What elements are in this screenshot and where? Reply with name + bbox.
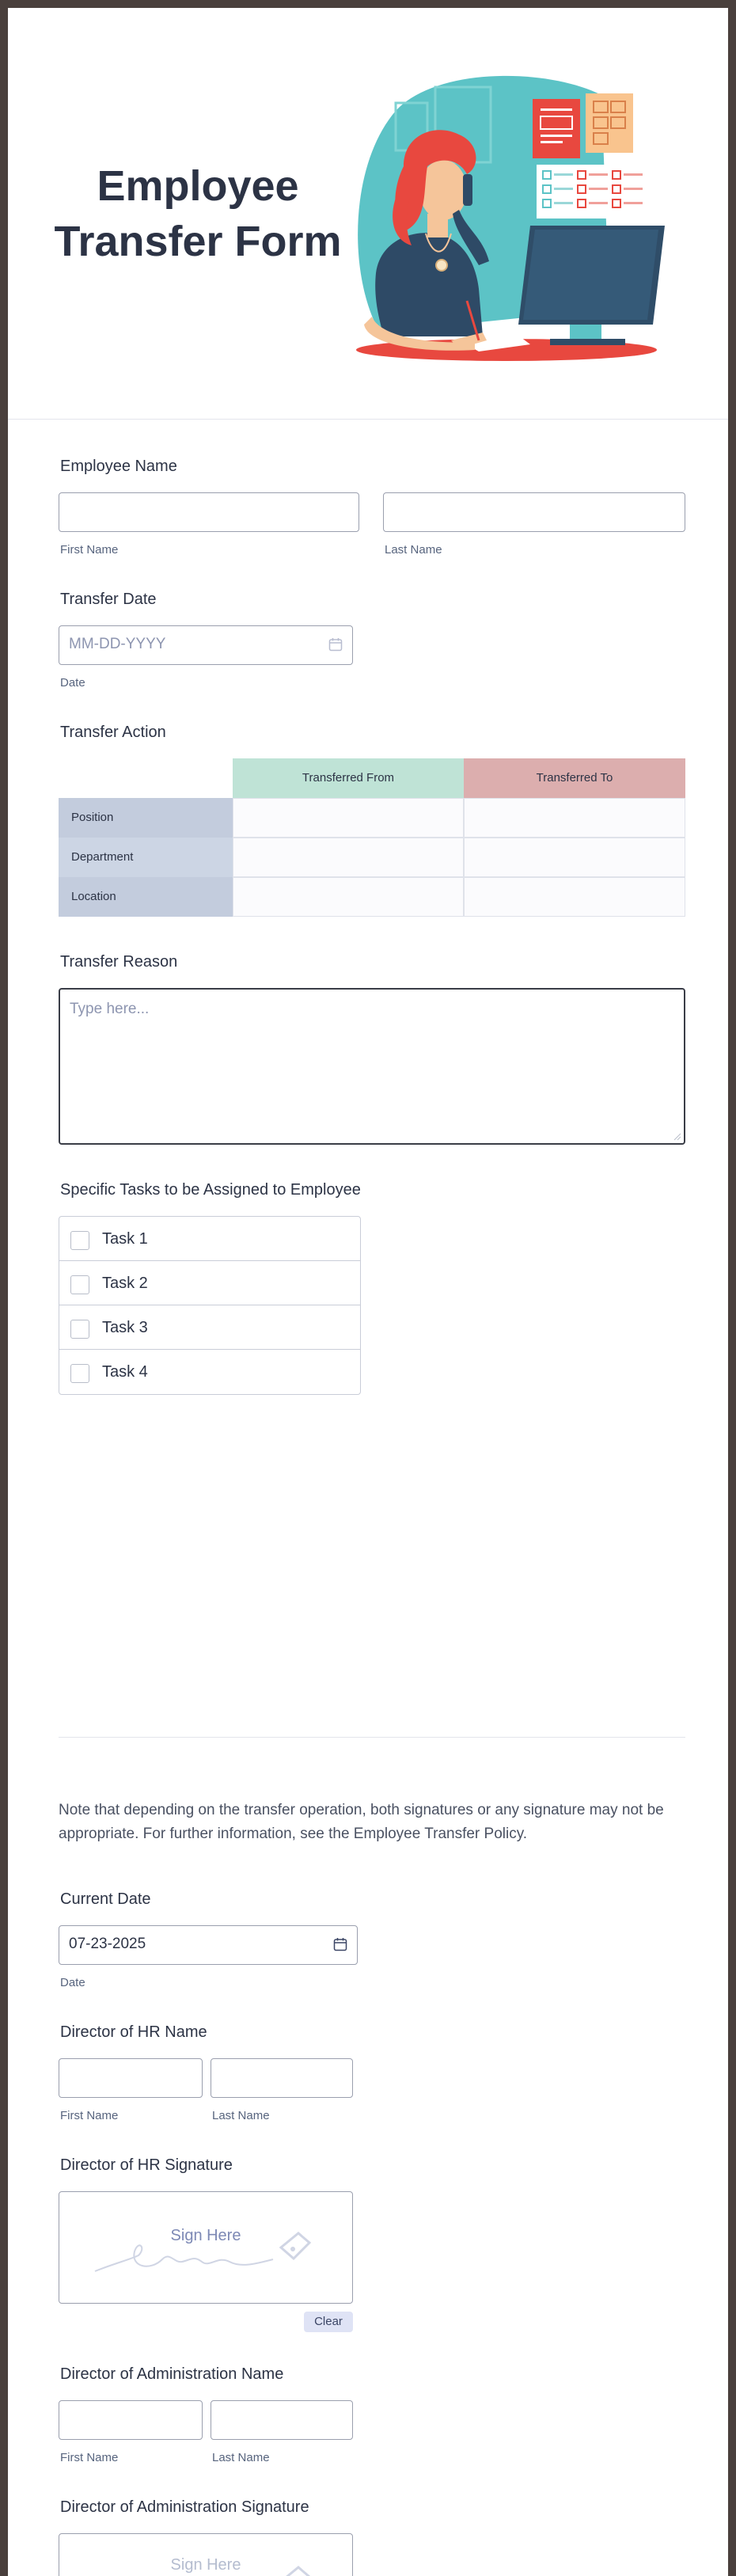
admin-director-first-name-input[interactable] (59, 2400, 203, 2440)
transfer-reason-label: Transfer Reason (60, 953, 178, 971)
form-title-line2: Transfer Form (54, 218, 342, 265)
hr-director-last-name-sublabel: Last Name (212, 2109, 270, 2122)
calendar-icon[interactable] (333, 1937, 347, 1951)
matrix-cell-department-from[interactable] (233, 838, 464, 877)
matrix-cell-location-from[interactable] (233, 877, 464, 917)
admin-director-signature-label: Director of Administration Signature (60, 2498, 309, 2516)
current-date-value: 07-23-2025 (69, 1936, 146, 1952)
task-option[interactable] (59, 1217, 360, 1261)
tasks-label: Specific Tasks to be Assigned to Employee (60, 1181, 361, 1199)
matrix-row-department (59, 838, 685, 877)
transfer-date-label: Transfer Date (60, 591, 157, 608)
transfer-reason-textarea[interactable] (59, 988, 685, 1145)
transfer-date-placeholder: MM-DD-YYYY (69, 636, 166, 652)
admin-director-last-name-sublabel: Last Name (212, 2451, 270, 2464)
employee-first-name-sublabel: First Name (60, 543, 119, 557)
employee-last-name-input[interactable] (383, 492, 685, 532)
task-option[interactable] (59, 1261, 360, 1305)
employee-illustration (348, 71, 681, 372)
signature-note: Note that depending on the transfer operation, both signatures or any signature may not be appropriate. For further information, see the Employee Transfer Policy. (59, 1802, 664, 1842)
employee-name-label: Employee Name (60, 458, 177, 475)
current-date-label: Current Date (60, 1890, 151, 1908)
admin-director-first-name-sublabel: First Name (60, 2451, 119, 2464)
sign-here-text: Sign Here (170, 2227, 241, 2244)
task-checkbox[interactable] (70, 1320, 89, 1339)
sign-here-text: Sign Here (170, 2556, 241, 2574)
employee-first-name-input[interactable] (59, 492, 359, 532)
matrix-row-position (59, 798, 685, 838)
matrix-cell-position-to[interactable] (464, 798, 685, 838)
hr-director-first-name-input[interactable] (59, 2058, 203, 2098)
task-option[interactable] (59, 1350, 360, 1394)
matrix-col-transferred-from: Transferred From (233, 758, 464, 798)
task-label: Task 4 (102, 1363, 148, 1381)
transfer-date-sublabel: Date (60, 676, 85, 690)
resize-handle-icon[interactable] (673, 1133, 681, 1141)
form-title (47, 158, 348, 269)
admin-director-name-label: Director of Administration Name (60, 2365, 284, 2383)
current-date-sublabel: Date (60, 1976, 85, 1989)
tasks-checklist (59, 1216, 361, 1395)
employee-last-name-sublabel: Last Name (385, 543, 442, 557)
matrix-row-label: Department (59, 838, 233, 877)
task-checkbox[interactable] (70, 1364, 89, 1383)
matrix-cell-department-to[interactable] (464, 838, 685, 877)
clear-signature-button[interactable]: Clear (304, 2312, 353, 2332)
task-label: Task 2 (102, 1275, 148, 1292)
current-date-input[interactable] (59, 1925, 358, 1965)
matrix-row-label: Location (59, 877, 233, 917)
task-checkbox[interactable] (70, 1231, 89, 1250)
form-title-line1: Employee (97, 162, 299, 210)
matrix-col-transferred-to: Transferred To (464, 758, 685, 798)
transfer-date-input[interactable] (59, 625, 353, 665)
matrix-row-location (59, 877, 685, 917)
task-label: Task 3 (102, 1319, 148, 1336)
task-option[interactable] (59, 1305, 360, 1350)
calendar-icon[interactable] (328, 637, 343, 652)
matrix-cell-position-from[interactable] (233, 798, 464, 838)
hr-director-name-label: Director of HR Name (60, 2023, 207, 2041)
hr-director-signature-label: Director of HR Signature (60, 2156, 233, 2174)
admin-director-last-name-input[interactable] (211, 2400, 353, 2440)
hr-director-last-name-input[interactable] (211, 2058, 353, 2098)
task-checkbox[interactable] (70, 1275, 89, 1294)
form-page (8, 8, 728, 2576)
hr-director-first-name-sublabel: First Name (60, 2109, 119, 2122)
transfer-reason-placeholder: Type here... (70, 1001, 150, 1017)
section-divider (59, 1737, 685, 1738)
transfer-action-label: Transfer Action (60, 724, 166, 741)
admin-director-signature-pad[interactable] (59, 2533, 353, 2576)
form-header (8, 8, 728, 420)
matrix-cell-location-to[interactable] (464, 877, 685, 917)
hr-director-signature-pad[interactable] (59, 2191, 353, 2304)
task-label: Task 1 (102, 1230, 148, 1248)
matrix-row-label: Position (59, 798, 233, 838)
